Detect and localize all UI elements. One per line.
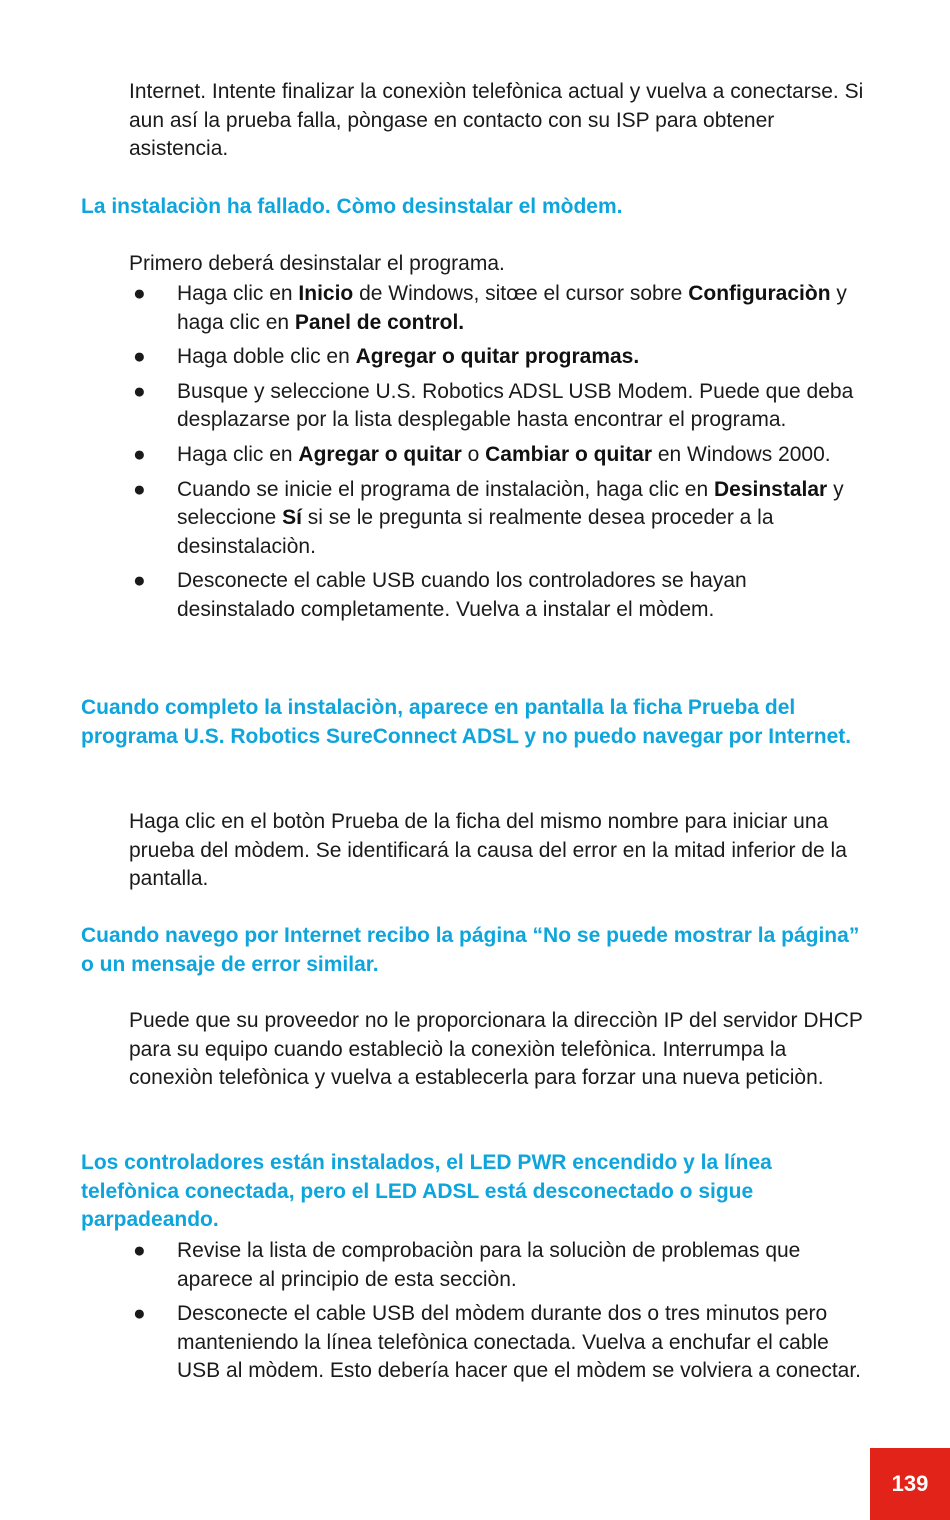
bullet-icon: ● [133, 569, 146, 593]
list-item-text: si se le pregunta si realmente desea proceder a la desinstalaciòn. [177, 506, 774, 558]
bold-term: Panel de control. [294, 310, 465, 334]
bold-term: Sí [282, 506, 302, 530]
list-item [129, 280, 869, 337]
list-item [129, 343, 869, 372]
list-item-text: y seleccione [177, 477, 844, 530]
list-item-text: de Windows, sitœe el cursor sobre [353, 282, 689, 305]
list-item-text: Desconecte el cable USB del mòdem durante dos o tres minutos pero manteniendo la línea telefònica conectada. Vuelva a enchufar el cable USB al mòdem. Esto debería hacer que el mòdem se volviera a conectar. [177, 1302, 862, 1383]
list-item [129, 476, 869, 562]
list-item-text: o [461, 442, 486, 466]
bold-term: Desinstalar [714, 477, 828, 501]
intro-paragraph: Internet. Intente finalizar la conexiòn telefònica actual y vuelva a conectarse. Si aun así la prueba falla, pòngase en contacto con su ISP para obtener asistencia. [129, 80, 864, 161]
section-heading-adsl-led: Los controladores están instalados, el LED PWR encendido y la línea telefònica conectada, pero el LED ADSL está desconectado o sigue parpadeando. [81, 1151, 772, 1232]
list-item-text: Desconecte el cable USB cuando los controladores se hayan desinstalado completamente. Vuelva a instalar el mòdem. [177, 569, 747, 621]
list-item-text: Revise la lista de comprobaciòn para la soluciòn de problemas que aparece al principio de esta secciòn. [177, 1239, 801, 1291]
list-item [129, 378, 869, 435]
bold-term: Cambiar o quitar [485, 442, 652, 466]
bold-term: Agregar o quitar [298, 442, 462, 466]
list-item-text: Haga clic en [177, 282, 299, 305]
list-item [129, 567, 869, 624]
bullet-icon: ● [133, 379, 146, 403]
list-item [129, 1300, 869, 1386]
list-item-text: y haga clic en [177, 282, 847, 334]
list-item [129, 441, 869, 470]
adsl-led-steps-list [129, 1237, 869, 1392]
list-item-text: en Windows 2000. [652, 442, 831, 466]
list-item-text: Busque y seleccione U.S. Robotics ADSL USB Modem. Puede que deba desplazarse por la lista desplegable hasta encontrar el programa. [177, 379, 854, 432]
bold-term: Agregar o quitar programas. [355, 345, 640, 369]
uninstall-lead-paragraph: Primero deberá desinstalar el programa. [129, 252, 505, 275]
page-error-paragraph: Puede que su proveedor no le proporcionara la direcciòn IP del servidor DHCP para su equipo cuando estableciò la conexiòn telefònica. Interrumpa la conexiòn telefònica y vuelva a establecerla para forzar una nueva peticiòn. [129, 1009, 863, 1090]
bullet-icon: ● [133, 477, 146, 501]
bold-term: Inicio [298, 282, 354, 305]
bullet-icon: ● [133, 1239, 146, 1262]
list-item [129, 1237, 869, 1294]
uninstall-steps-list [129, 280, 869, 631]
bold-term: Configuraciòn [688, 282, 831, 305]
list-item-text: Haga doble clic en [177, 345, 356, 369]
bullet-icon: ● [133, 442, 146, 466]
bullet-icon: ● [133, 1302, 146, 1326]
bullet-icon: ● [133, 345, 146, 369]
section-heading-test-tab: Cuando completo la instalaciòn, aparece en pantalla la ficha Prueba del programa U.S. Robotics SureConnect ADSL y no puedo navegar por Internet. [81, 696, 852, 748]
test-tab-paragraph: Haga clic en el botòn Prueba de la ficha del mismo nombre para iniciar una prueba del mòdem. Se identificará la causa del error en la mitad inferior de la pantalla. [129, 810, 847, 891]
section-heading-page-error: Cuando navego por Internet recibo la página “No se puede mostrar la página” o un mensaje de error similar. [81, 924, 860, 976]
list-item-text: Cuando se inicie el programa de instalaciòn, haga clic en [177, 477, 714, 501]
page-number-badge [870, 1448, 950, 1520]
page-number: 139 [891, 1471, 929, 1496]
bullet-icon: ● [133, 282, 146, 305]
list-item-text: Haga clic en [177, 442, 299, 466]
section-heading-uninstall: La instalaciòn ha fallado. Còmo desinstalar el mòdem. [81, 195, 623, 218]
